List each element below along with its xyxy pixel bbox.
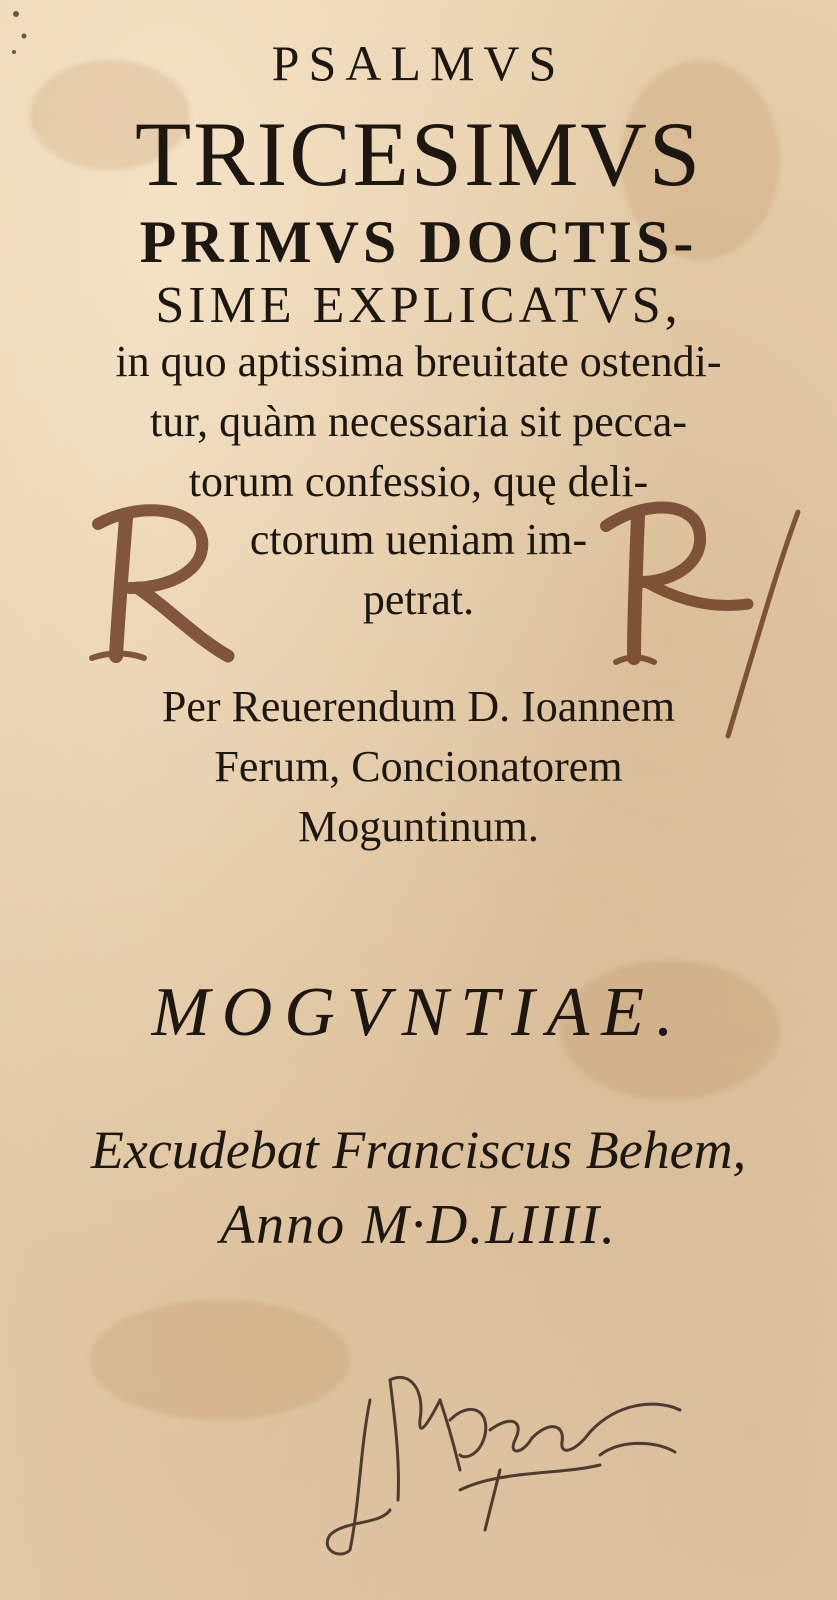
author-line-3: Moguntinum. — [298, 802, 539, 851]
body-line-5: petrat. — [362, 575, 475, 624]
title-line-tricesimus: TRICESIMVS — [135, 103, 702, 205]
title-line-primus: PRIMVS DOCTIS- — [139, 209, 698, 275]
body-line-4: ctorum ueniam im- — [249, 515, 588, 564]
title-line-explicatus: SIME EXPLICATVS, — [155, 277, 682, 334]
title-line-psalmus: PSALMVS — [271, 35, 566, 91]
body-line-1: in quo aptissima breuitate ostendi- — [115, 337, 722, 386]
imprint-printer: Excudebat Franciscus Behem, — [90, 1120, 747, 1180]
handwritten-signature — [300, 1360, 720, 1560]
body-line-2: tur, quàm necessaria sit pecca- — [150, 397, 687, 446]
author-line-2: Ferum, Concionatorem — [214, 742, 623, 791]
paper-stain — [90, 1300, 350, 1420]
body-line-3: torum confessio, quę deli- — [188, 457, 649, 506]
imprint-place: MOGVNTIAE. — [151, 974, 686, 1051]
imprint-year: Anno M·D.LIIII. — [219, 1194, 618, 1256]
author-line-1: Per Reuerendum D. Ioannem — [161, 682, 676, 731]
